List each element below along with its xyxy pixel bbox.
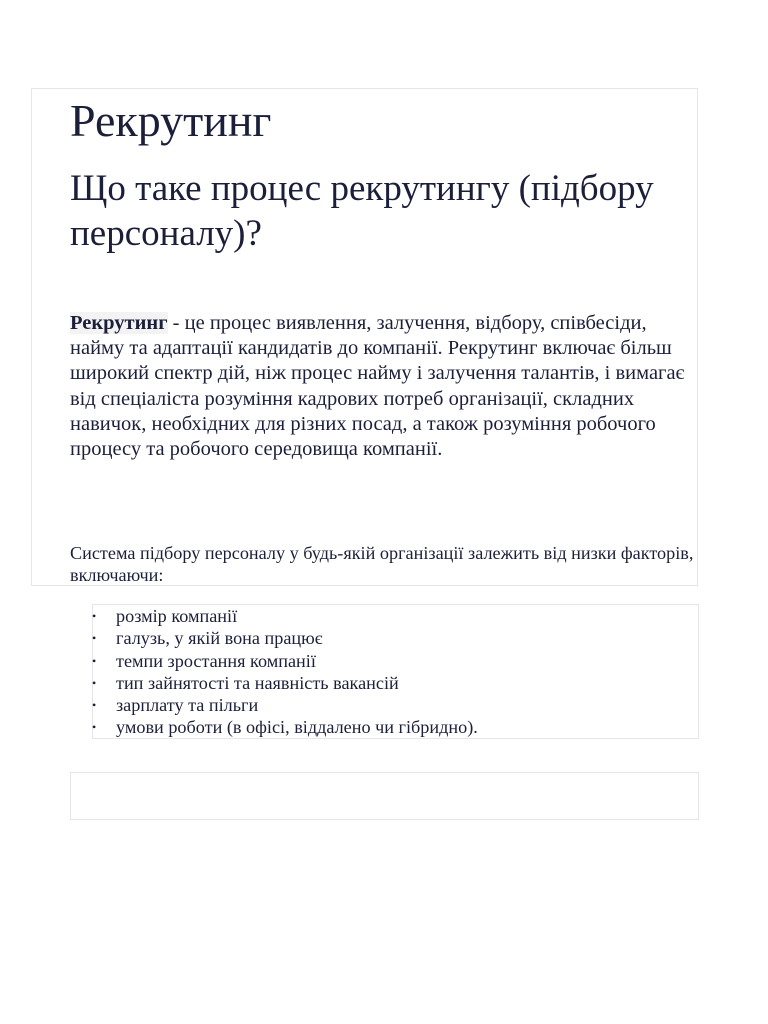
bullet-icon: • xyxy=(92,720,97,735)
list-item-text: умови роботи (в офісі, віддалено чи гібридно). xyxy=(116,717,478,738)
bullet-icon: • xyxy=(92,631,97,646)
definition-term: Рекрутинг xyxy=(70,312,168,334)
factors-intro-paragraph: Система підбору персоналу у будь-якій організації залежить від низки факторів, включаючи: xyxy=(70,543,694,585)
list-item-text: темпи зростання компанії xyxy=(116,650,316,671)
list-item xyxy=(92,672,692,694)
section-heading: Що таке процес рекрутингу (підбору персоналу)? xyxy=(70,168,654,254)
list-item xyxy=(92,716,692,738)
bullet-icon: • xyxy=(92,653,97,668)
bullet-icon: • xyxy=(92,609,97,623)
bullet-icon: • xyxy=(92,675,97,690)
bullet-icon: • xyxy=(92,698,97,713)
list-item xyxy=(92,627,692,649)
definition-paragraph xyxy=(70,311,698,462)
factors-list xyxy=(92,605,692,739)
list-item xyxy=(92,694,692,716)
page-title: Рекрутинг xyxy=(70,95,272,146)
empty-block xyxy=(70,772,699,820)
list-item xyxy=(92,650,692,672)
list-item-text: тип зайнятості та наявність вакансій xyxy=(116,672,399,693)
list-item-text: розмір компанії xyxy=(116,606,238,626)
list-item-text: зарплату та пільги xyxy=(116,695,259,716)
list-item xyxy=(92,605,692,627)
list-item-text: галузь, у якій вона працює xyxy=(116,628,323,649)
definition-text: - це процес виявлення, залучення, відбору, співбесіди, найму та адаптації кандидатів до компанії. Рекрутинг включає більш широкий спектр дій, ніж процес найму і залучення талантів, і вимагає від спеціаліста розуміння кадрових потреб організації, складних навичок, необхідних для різних посад, а також розуміння робочого процесу та робочого середовища компанії. xyxy=(70,312,685,461)
